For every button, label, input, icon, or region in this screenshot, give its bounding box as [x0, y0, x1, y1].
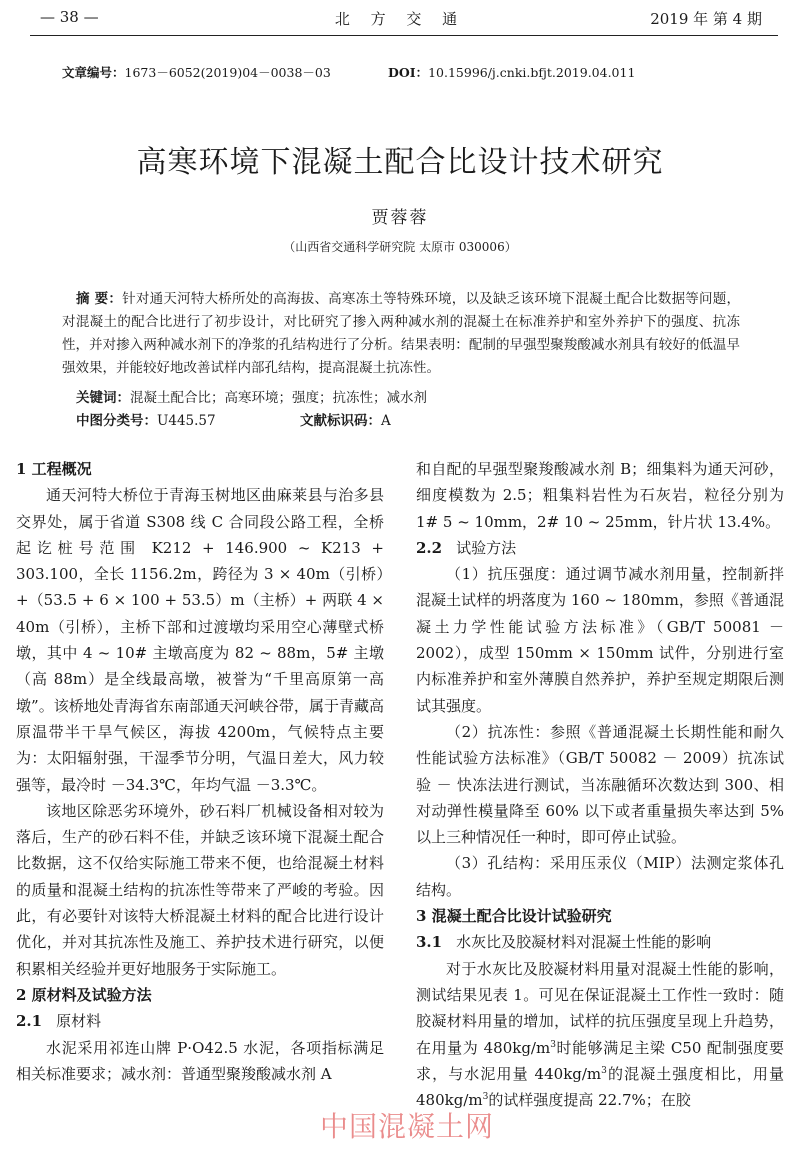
section-3-1-title: 水灰比及胶凝材料对混凝土性能的影响 — [456, 933, 712, 952]
header-rule — [30, 35, 778, 36]
section-2-2-paragraph-2: （2）抗冻性：参照《普通混凝土长期性能和耐久性能试验方法标准》（GB/T 50082 － 2009）抗冻试验 － 快冻法进行测试，当冻融循环次数达到 300、相对动弹性模量降至 60% 以下或者重量损失率达到 5% 以上三种情况任一种时，即可停止试验。 — [416, 722, 784, 847]
section-1-paragraph-1: 通天河特大桥位于青海玉树地区曲麻莱县与治多县交界处，属于省道 S308 线 C 合同段公路工程，全桥起讫桩号范围 K212 + 146.900 ~ K213 + 303.100，全长 1156.2m，跨径为 3 × 40m（引桥）+（53.5 + 6 × 100 + 53.5）m（主桥）+ 两联 4 × 40m（引桥），主桥下部和过渡墩均采用空心薄壁式桥墩，其中 4 ~ 10# 主墩高度为 82 ~ 88m，5# 主墩（高 88m）是全线最高墩，被誉为“千里高原第一高墩”。该桥地处青海省东南部通天河峡谷带，属于青藏高原温带半干旱气候区，海拔 4200m，气候特点主要为：太阳辐射强，干湿季节分明，气温日差大，风力较强等，最冷时 －34.3℃，年均气温 －3.3℃。 — [16, 486, 384, 794]
paper-title: 高寒环境下混凝土配合比设计技术研究 — [136, 145, 664, 180]
section-3-1-heading — [416, 929, 784, 955]
journal-name: 北 方 交 通 — [334, 10, 466, 28]
abstract-label: 摘 要： — [76, 291, 123, 307]
section-2-2-title: 试验方法 — [456, 538, 517, 557]
section-2-2-paragraph-1: （1）抗压强度：通过调节减水剂用量，控制新拌混凝土试样的坍落度为 160 ~ 180mm，参照《普通混凝土力学性能试验方法标准》（GB/T 50081 － 2002），成型 150mm × 150mm 试件，分别进行室内标准养护和室外薄膜自然养护，养护至规定期限后测试其强度。 — [416, 565, 784, 715]
section-3-1-paragraph — [416, 956, 784, 1114]
section-2-1-paragraph: 水泥采用祁连山牌 P·O42.5 水泥，各项指标满足相关标准要求；减水剂：普通型聚羧酸减水剂 A — [16, 1038, 384, 1083]
section-3-1-text-c: 的混凝土强度相比，用量 480kg/m — [416, 1064, 784, 1110]
section-3-heading: 3 混凝土配合比设计试验研究 — [416, 907, 612, 926]
doi-label: DOI： — [388, 65, 429, 80]
document-code-label: 文献标识码： — [300, 413, 381, 429]
keywords-text: 混凝土配合比；高寒环境；强度；抗冻性；减水剂 — [130, 390, 427, 406]
clc-label: 中图分类号： — [76, 413, 157, 429]
section-1-paragraph-2: 该地区除恶劣环境外，砂石料厂机械设备相对较为落后，生产的砂石料不佳，并缺乏该环境下混凝土配合比数据，这不仅给实际施工带来不便，也给混凝土材料的质量和混凝土结构的抗冻性等带来了严峻的考验。因此，有必要针对该特大桥混凝土材料的配合比进行设计优化，并对其抗冻性及施工、养护技术进行研究，以便积累相关经验并更好地服务于实际施工。 — [16, 801, 384, 978]
abstract-text: 针对通天河特大桥所处的高海拔、高寒冻土等特殊环境，以及缺乏该环境下混凝土配合比数据等问题，对混凝土的配合比进行了初步设计，对比研究了掺入两种减水剂的混凝土在标准养护和室外养护下的强度、抗冻性，并对掺入两种减水剂下的净浆的孔结构进行了分析。结果表明：配制的早强型聚羧酸减水剂具有较好的低温早强效果，并能较好地改善试样内部孔结构，提高混凝土抗冻性。 — [62, 291, 741, 376]
document-code-value: A — [381, 413, 391, 429]
superscript-3: 3 — [482, 1092, 489, 1103]
section-2-2-heading — [416, 535, 784, 561]
section-3-1-number: 3.1 — [416, 933, 443, 952]
section-2-heading: 2 原材料及试验方法 — [16, 985, 152, 1004]
article-number — [62, 63, 331, 81]
section-1-heading: 1 工程概况 — [16, 460, 92, 478]
section-2-2-number: 2.2 — [416, 538, 443, 557]
section-3-1-text-a: 对于水灰比及胶凝材料用量对混凝土性能的影响，测试结果见表 1。可见在保证混凝土工作性一致时：随胶凝材料用量的增加，试样的抗压强度呈现上升趋势，在用量为 480kg/m — [416, 959, 784, 1057]
clc-value: U445.57 — [157, 413, 216, 429]
doi — [388, 63, 635, 81]
section-3-1-text-d: 的试样强度提高 22.7%；在胶 — [488, 1091, 691, 1110]
left-column — [16, 456, 384, 1087]
clc-number — [76, 409, 216, 429]
superscript-3: 3 — [550, 1039, 556, 1050]
article-number-label: 文章编号： — [62, 65, 125, 80]
watermark: 中国混凝土网 — [320, 1110, 495, 1143]
section-2-2-paragraph-3: （3）孔结构：采用压汞仪（MIP）法测定浆体孔结构。 — [416, 854, 784, 899]
document-code — [300, 409, 391, 429]
keywords — [76, 386, 427, 406]
section-2-1-heading — [16, 1008, 384, 1034]
section-2-1-number: 2.1 — [16, 1012, 43, 1031]
doi-value: 10.15996/j.cnki.bfjt.2019.04.011 — [428, 65, 636, 80]
superscript-3: 3 — [601, 1065, 607, 1076]
page-number: — 38 — — [40, 8, 99, 26]
right-column — [416, 456, 784, 1113]
article-number-value: 1673－6052(2019)04－0038－03 — [124, 65, 331, 80]
affiliation: （山西省交通科学研究院 太原市 030006） — [283, 240, 517, 254]
abstract — [62, 288, 740, 380]
keywords-label: 关键词： — [76, 390, 130, 406]
issue-label: 2019 年 第 4 期 — [650, 10, 762, 28]
section-2-1-continued: 和自配的早强型聚羧酸减水剂 B；细集料为通天河砂，细度模数为 2.5；粗集料岩性为石灰岩，粒径分别为 1# 5 ~ 10mm，2# 10 ~ 25mm，针片状 13.4%。 — [416, 460, 784, 531]
section-3-1-text-b: 时能够满足主梁 C50 配制强度要求，与水泥用量 440kg/m — [416, 1038, 784, 1083]
author: 贾蓉蓉 — [371, 208, 429, 228]
section-2-1-title: 原材料 — [56, 1012, 102, 1031]
